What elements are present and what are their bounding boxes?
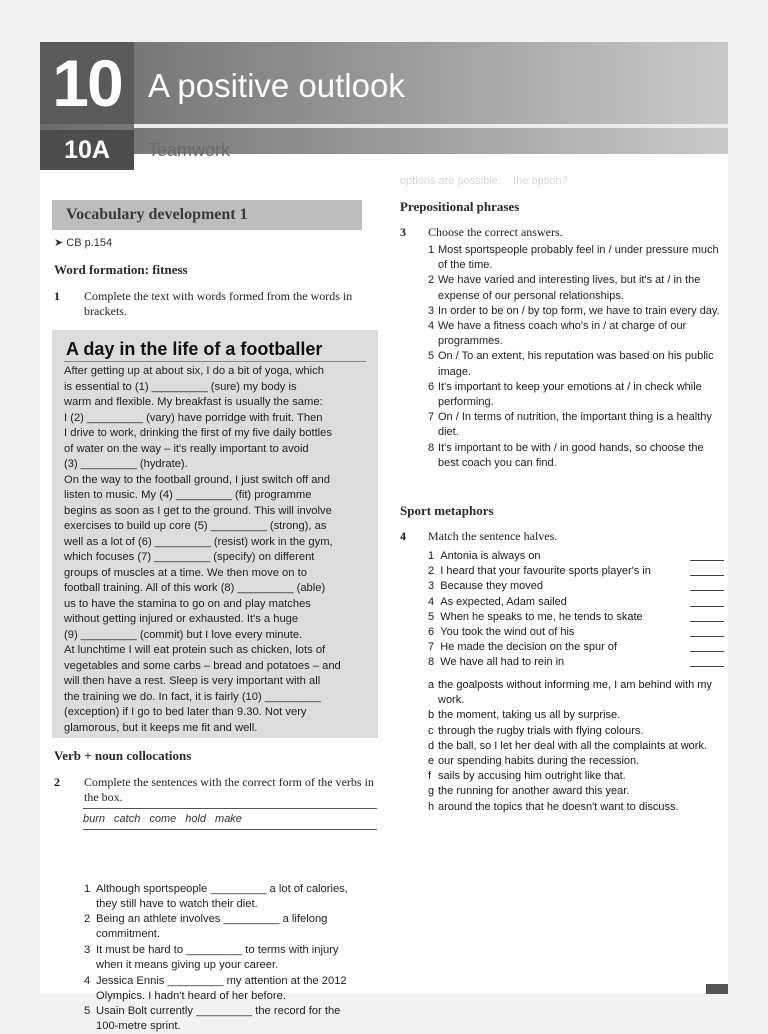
collocation-sentence bbox=[84, 1004, 378, 1034]
article-line: glamorous, but it keeps me fit and well. bbox=[64, 721, 258, 734]
article-line: At lunchtime I will eat protein such as chicken, lots of bbox=[64, 644, 326, 656]
sentence-continuation: commitment. bbox=[96, 928, 161, 940]
article-line: us to have the stamina to go on and play matches bbox=[64, 597, 311, 610]
item-number: 6 bbox=[428, 626, 435, 639]
sentence-ending bbox=[428, 800, 724, 815]
sentence-continuation: Olympics. I hadn't heard of her before. bbox=[96, 990, 286, 1002]
sentence-line bbox=[84, 882, 378, 897]
collocations-heading: Verb + noun collocations bbox=[54, 748, 192, 763]
header-divider bbox=[134, 124, 728, 128]
section-title: Vocabulary development 1 bbox=[66, 206, 248, 223]
item-number: 8 bbox=[428, 656, 435, 669]
item-letter: h bbox=[428, 800, 435, 813]
metaphors-heading: Sport metaphors bbox=[400, 503, 494, 518]
sentence-line bbox=[84, 1004, 378, 1019]
prepositional-item bbox=[428, 273, 724, 303]
answer-blank bbox=[690, 549, 724, 561]
sentence-ending bbox=[428, 678, 724, 708]
collocation-sentence bbox=[84, 943, 378, 973]
item-letter: d bbox=[428, 739, 435, 752]
sentence-ending-text: through the rugby trials with flying colours. bbox=[438, 724, 644, 737]
article-title: A day in the life of a footballer bbox=[66, 339, 323, 359]
article-line: of water on the way – it's really important to avoid bbox=[64, 442, 309, 455]
exercise-2-instruction: Complete the sentences with the correct form of the verbs in the box. bbox=[84, 775, 374, 804]
answer-blank bbox=[690, 655, 724, 667]
sentence-continuation: they still have to watch their diet. bbox=[96, 898, 258, 910]
article-line: will then have a rest. Sleep is very important with all bbox=[64, 675, 321, 687]
answer-blank bbox=[690, 564, 724, 576]
prepositional-item bbox=[428, 441, 724, 471]
exercise-3-instruction: Choose the correct answers. bbox=[428, 225, 563, 239]
article-text bbox=[64, 364, 374, 736]
prepositional-items bbox=[428, 243, 724, 471]
article-line: which focuses (7) _________ (specify) on different bbox=[64, 551, 315, 563]
sentence-ending-text: our spending habits during the recession. bbox=[438, 755, 640, 768]
item-number: 7 bbox=[428, 641, 435, 654]
exercise-1-instruction: Complete the text with words formed from the words in brackets. bbox=[84, 289, 353, 318]
item-number: 5 bbox=[428, 610, 435, 623]
page-corner-mark bbox=[706, 984, 728, 994]
item-text: We have varied and interesting lives, but it's at / in the expense of our personal relationships. bbox=[438, 274, 701, 302]
item-number: 2 bbox=[428, 274, 435, 287]
sentence-start-text: We have all had to rein in bbox=[440, 656, 565, 669]
article-line: (9) _________ (commit) but I love every minute. bbox=[64, 628, 303, 641]
article-line: I (2) _________ (vary) have porridge with fruit. Then bbox=[64, 411, 323, 424]
item-text: We have a fitness coach who's in / at charge of our programmes. bbox=[438, 320, 687, 348]
item-number: 3 bbox=[84, 944, 91, 956]
sentence-endings bbox=[428, 678, 724, 815]
sentence-ending bbox=[428, 754, 724, 769]
sentence-start bbox=[428, 595, 724, 610]
prepositional-item bbox=[428, 243, 724, 273]
sentence-text: Usain Bolt currently _________ the record for the bbox=[96, 1005, 341, 1017]
workbook-page bbox=[40, 42, 728, 1032]
article-line: On the way to the football ground, I just switch off and bbox=[64, 473, 330, 486]
item-number: 4 bbox=[428, 320, 435, 333]
word-box bbox=[83, 808, 377, 830]
item-number: 8 bbox=[428, 441, 435, 454]
item-number: 3 bbox=[428, 580, 435, 593]
unit-title: A positive outlook bbox=[148, 67, 405, 104]
sentence-start-text-wrap bbox=[428, 640, 617, 655]
item-number: 2 bbox=[428, 565, 435, 578]
sentence-ending bbox=[428, 739, 724, 754]
article-line: is essential to (1) _________ (sure) my body is bbox=[64, 380, 297, 393]
sentence-ending-text: the running for another award this year. bbox=[438, 785, 630, 798]
sentence-start bbox=[428, 610, 724, 625]
item-letter: a bbox=[428, 679, 435, 691]
article-line: (exception) if I go to bed later than 9.30. Not very bbox=[64, 706, 307, 718]
sentence-start bbox=[428, 640, 724, 655]
article-line: I drive to work, drinking the first of my five daily bottles bbox=[64, 427, 332, 439]
item-text: It's important to keep your emotions at / in check while performing. bbox=[438, 380, 702, 409]
sentence-starts bbox=[428, 549, 724, 671]
item-text: On / In terms of nutrition, the important thing is a healthy diet. bbox=[438, 411, 712, 439]
prepositional-item bbox=[428, 410, 724, 440]
sentence-ending bbox=[428, 769, 724, 784]
sentence-start bbox=[428, 625, 724, 640]
sentence-start-text-wrap bbox=[428, 625, 574, 640]
word-box-item: make bbox=[215, 813, 242, 825]
sentence-start bbox=[428, 579, 724, 594]
sentence-ending-text: sails by accusing him outright like that. bbox=[438, 770, 626, 783]
collocation-sentence bbox=[84, 882, 378, 912]
word-box-item: burn bbox=[83, 813, 106, 825]
item-letter: e bbox=[428, 755, 435, 768]
prepositional-heading: Prepositional phrases bbox=[400, 199, 520, 214]
sentence-start-text: As expected, Adam sailed bbox=[440, 595, 567, 608]
sentence-start-text: Antonia is always on bbox=[440, 550, 541, 562]
article-line: exercises to build up core (5) _________ (strong), as bbox=[64, 520, 327, 532]
article-line: After getting up at about six, I do a bit of yoga, which bbox=[64, 365, 324, 377]
coursebook-reference: ➤ CB p.154 bbox=[54, 237, 113, 249]
sentence-ending-text: the moment, taking us all by surprise. bbox=[438, 709, 621, 722]
article-line: the training we do. In fact, it is fairly (10) _________ bbox=[64, 690, 321, 703]
article-line: groups of muscles at a time. We then move on to bbox=[64, 566, 307, 579]
word-box-item: catch bbox=[114, 813, 141, 825]
sentence-line bbox=[84, 974, 378, 989]
item-number: 1 bbox=[84, 883, 91, 895]
sentence-start bbox=[428, 564, 724, 579]
sentence-start bbox=[428, 549, 724, 564]
article-line: football training. All of this work (8) _________ (able) bbox=[64, 582, 326, 594]
sentence-continuation: when it means giving up your career. bbox=[96, 959, 279, 971]
item-number: 1 bbox=[428, 550, 435, 562]
article-line: vegetables and some carbs – bread and potatoes – and bbox=[64, 659, 341, 672]
item-letter: b bbox=[428, 709, 435, 722]
item-number: 2 bbox=[84, 913, 91, 925]
answer-blank bbox=[690, 595, 724, 607]
item-number: 4 bbox=[428, 595, 435, 608]
sentence-start-text: You took the wind out of his bbox=[440, 626, 575, 639]
item-letter: g bbox=[428, 785, 435, 798]
sentence-ending-text: the goalposts without informing me, I am behind with my work. bbox=[438, 679, 712, 707]
bleed-through-text: options are possible. the option? bbox=[400, 175, 568, 187]
sentence-start-text: He made the decision on the spur of bbox=[440, 641, 617, 654]
item-text: On / To an extent, his reputation was based on his public image. bbox=[438, 350, 714, 378]
answer-blank bbox=[690, 640, 724, 652]
item-number: 3 bbox=[428, 304, 435, 317]
sentence-text: It must be hard to _________ to terms with injury bbox=[96, 944, 339, 956]
lesson-number: 10A bbox=[40, 130, 134, 170]
sentence-start-text-wrap bbox=[428, 549, 541, 564]
item-number: 1 bbox=[428, 244, 435, 256]
item-number: 5 bbox=[84, 1005, 91, 1017]
word-box-item: hold bbox=[185, 813, 207, 825]
prepositional-item bbox=[428, 349, 724, 379]
item-letter: c bbox=[428, 724, 434, 737]
sentence-text: Although sportspeople _________ a lot of calories, bbox=[96, 883, 348, 895]
sentence-line bbox=[84, 912, 378, 927]
word-formation-heading: Word formation: fitness bbox=[54, 262, 188, 277]
answer-blank bbox=[690, 625, 724, 637]
exercise-1-number: 1 bbox=[54, 289, 60, 303]
item-text: In order to be on / by top form, we have to train every day. bbox=[438, 304, 720, 317]
sentence-start-text-wrap bbox=[428, 595, 567, 610]
item-letter: f bbox=[428, 770, 432, 783]
sentence-ending-text: the ball, so I let her deal with all the complaints at work. bbox=[438, 739, 708, 752]
item-text: Most sportspeople probably feel in / under pressure much of the time. bbox=[438, 244, 719, 272]
collocation-sentence bbox=[84, 974, 378, 1004]
word-box-item: come bbox=[149, 813, 177, 825]
sentence-start-text: I heard that your favourite sports player's in bbox=[440, 565, 651, 578]
article-line: listen to music. My (4) _________ (fit) programme bbox=[64, 489, 312, 501]
sentence-start-text: When he speaks to me, he tends to skate bbox=[440, 610, 643, 623]
item-number: 7 bbox=[428, 411, 435, 424]
sentence-start-text-wrap bbox=[428, 564, 651, 579]
article-line: begins as soon as I get to the ground. This will involve bbox=[64, 504, 332, 517]
sentence-line bbox=[84, 943, 378, 958]
item-number: 6 bbox=[428, 380, 435, 393]
sentence-start bbox=[428, 655, 724, 670]
article-line: warm and flexible. My breakfast is usually the same: bbox=[64, 396, 323, 408]
exercise-3-number: 3 bbox=[400, 225, 406, 239]
article-line: well as a lot of (6) _________ (resist) work in the gym, bbox=[64, 535, 333, 548]
prepositional-item bbox=[428, 319, 724, 349]
sentence-text: Being an athlete involves _________ a lifelong bbox=[96, 913, 328, 925]
item-number: 5 bbox=[428, 350, 435, 363]
lesson-title: Teamwork bbox=[148, 140, 231, 160]
sentence-start-text-wrap bbox=[428, 579, 543, 594]
sentence-ending bbox=[428, 724, 724, 739]
sentence-text: Jessica Ennis _________ my attention at the 2012 bbox=[96, 975, 347, 987]
sentence-continuation: 100-metre sprint. bbox=[96, 1020, 181, 1032]
answer-blank bbox=[690, 579, 724, 591]
item-text: It's important to be with / in good hands, so choose the best coach you can find. bbox=[438, 441, 704, 469]
sentence-ending bbox=[428, 708, 724, 723]
prepositional-item bbox=[428, 380, 724, 410]
sentence-start-text: Because they moved bbox=[440, 580, 543, 593]
exercise-4-instruction: Match the sentence halves. bbox=[428, 529, 558, 543]
sentence-ending-text: around the topics that he doesn't want to discuss. bbox=[438, 800, 679, 813]
article-title-rule bbox=[64, 361, 366, 362]
sentence-start-text-wrap bbox=[428, 610, 643, 625]
article-line: (3) _________ (hydrate). bbox=[64, 458, 188, 470]
sentence-ending bbox=[428, 784, 724, 799]
article-line: without getting injured or exhausted. It's a huge bbox=[64, 613, 299, 625]
collocation-sentence bbox=[84, 912, 378, 942]
item-number: 4 bbox=[84, 975, 91, 987]
sentence-start-text-wrap bbox=[428, 655, 564, 670]
exercise-2-number: 2 bbox=[54, 775, 60, 789]
exercise-4-number: 4 bbox=[400, 529, 406, 543]
answer-blank bbox=[690, 610, 724, 622]
prepositional-item bbox=[428, 304, 724, 319]
unit-number: 10 bbox=[40, 42, 134, 124]
